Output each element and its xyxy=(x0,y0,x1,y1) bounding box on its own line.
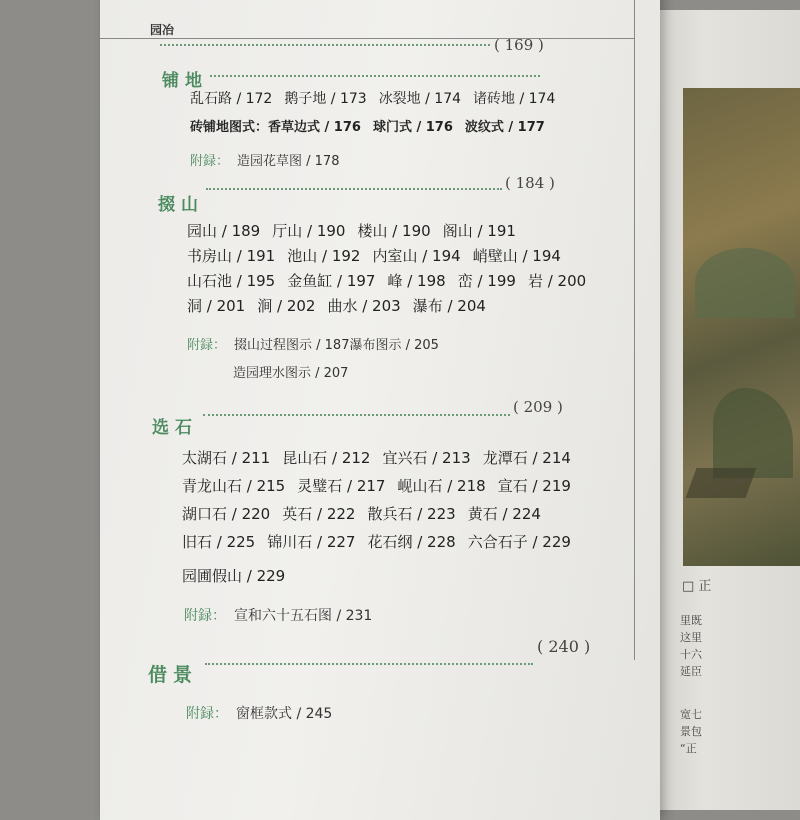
toc-entry: 太湖石 / 211 xyxy=(182,449,271,467)
toc-entry: 楼山 / 190 xyxy=(357,222,431,240)
toc-entry: 旧石 / 225 xyxy=(182,533,256,551)
toc-entry: 鹅子地 / 173 xyxy=(284,91,367,107)
toc-entry: 涧 / 202 xyxy=(257,297,316,315)
toc-entry: 英石 / 222 xyxy=(282,505,356,523)
toc-line xyxy=(190,88,567,108)
appendix-line xyxy=(190,150,339,169)
toc-entry: 瀑布 / 204 xyxy=(412,297,486,315)
margin-rule xyxy=(634,0,635,660)
figure-caption: □ 正 xyxy=(682,579,712,594)
toc-entry: 曲水 / 203 xyxy=(327,297,401,315)
appendix-label: 附録： xyxy=(186,706,228,722)
leader-dots xyxy=(210,75,540,77)
section-page-number: ( 184 ) xyxy=(505,174,555,192)
toc-entry: 金鱼缸 / 197 xyxy=(287,272,376,290)
section-page-number: ( 240 ) xyxy=(537,637,591,656)
toc-entry: 黄石 / 224 xyxy=(467,505,541,523)
toc-entry: 池山 / 192 xyxy=(287,247,361,265)
toc-entry: 昆山石 / 212 xyxy=(282,449,371,467)
toc-entry: 青龙山石 / 215 xyxy=(182,477,286,495)
running-header: 园冶 xyxy=(150,23,175,37)
toc-entry: 山石池 / 195 xyxy=(187,272,276,290)
toc-entry: 厅山 / 190 xyxy=(272,222,346,240)
toc-line xyxy=(182,475,583,496)
toc-entry: 砖铺地图式：香草边式 / 176 xyxy=(190,120,361,135)
leader-dots xyxy=(160,44,490,46)
right-text-line: 十六 xyxy=(680,648,702,661)
toc-entry: 造园理水图示 / 207 xyxy=(233,366,349,381)
toc-line xyxy=(187,220,528,241)
header-rule xyxy=(100,38,635,39)
toc-line xyxy=(182,565,297,586)
appendix-line xyxy=(186,703,332,723)
toc-line xyxy=(182,447,583,468)
toc-line xyxy=(187,245,573,266)
toc-line xyxy=(182,531,583,552)
toc-entry: 园山 / 189 xyxy=(187,222,261,240)
toc-entry: 花石纲 / 228 xyxy=(367,533,456,551)
right-text-line: 延臣 xyxy=(680,665,702,678)
toc-entry: 岘山石 / 218 xyxy=(397,477,486,495)
appendix-line xyxy=(184,605,372,625)
toc-entry: 六合石子 / 229 xyxy=(467,533,571,551)
right-text-line: 景包 xyxy=(680,725,702,738)
toc-entry: 乱石路 / 172 xyxy=(190,91,273,107)
right-text-line: 这里 xyxy=(680,631,702,644)
toc-entry: 锦川石 / 227 xyxy=(267,533,356,551)
toc-entry: 峦 / 199 xyxy=(457,272,516,290)
right-text-line: “正 xyxy=(680,742,697,755)
toc-entry: 内室山 / 194 xyxy=(372,247,461,265)
section-title: 铺地 xyxy=(162,71,208,91)
toc-entry: 宣石 / 219 xyxy=(497,477,571,495)
toc-entry: 龙潭石 / 214 xyxy=(482,449,571,467)
toc-line xyxy=(182,503,553,524)
section-page-number: ( 169 ) xyxy=(494,36,544,54)
toc-entry: 洞 / 201 xyxy=(187,297,246,315)
section-title: 借景 xyxy=(148,664,199,686)
toc-entry: 掇山过程图示 / 187 xyxy=(234,338,350,353)
section-page-number: ( 209 ) xyxy=(513,398,563,416)
toc-entry: 波纹式 / 177 xyxy=(464,120,545,135)
section-title: 掇山 xyxy=(158,195,204,215)
toc-entry: 造园花草图 / 178 xyxy=(237,154,340,169)
appendix-label: 附録： xyxy=(187,338,227,353)
painting-illustration xyxy=(683,88,800,566)
toc-entry: 冰裂地 / 174 xyxy=(378,91,462,107)
section-title: 选石 xyxy=(152,418,198,438)
leader-dots xyxy=(205,663,533,665)
toc-entry: 散兵石 / 223 xyxy=(367,505,456,523)
toc-entry: 湖口石 / 220 xyxy=(182,505,271,523)
toc-entry: 灵璧石 / 217 xyxy=(297,477,386,495)
toc-entry: 球门式 / 176 xyxy=(372,120,453,135)
toc-entry: 宣和六十五石图 / 231 xyxy=(234,608,373,624)
toc-entry: 峭壁山 / 194 xyxy=(472,247,561,265)
toc-line xyxy=(190,116,557,135)
appendix-line xyxy=(187,334,439,353)
toc-line xyxy=(187,295,498,316)
leader-dots xyxy=(203,414,510,416)
toc-entry: 岩 / 200 xyxy=(527,272,587,290)
toc-line xyxy=(187,270,598,291)
appendix-label: 附録： xyxy=(190,154,230,169)
toc-entry: 园圃假山 / 229 xyxy=(182,567,286,585)
toc-entry: 诸砖地 / 174 xyxy=(473,91,556,107)
appendix-line xyxy=(233,362,348,381)
right-text-line: 里既 xyxy=(680,614,702,627)
toc-entry: 阁山 / 191 xyxy=(442,222,516,240)
toc-entry: 书房山 / 191 xyxy=(187,247,276,265)
toc-entry: 峰 / 198 xyxy=(387,272,446,290)
toc-entry: 宜兴石 / 213 xyxy=(382,449,471,467)
right-text-line: 宽七 xyxy=(680,708,702,721)
toc-entry: 瀑布图示 / 205 xyxy=(349,338,439,353)
appendix-label: 附録： xyxy=(184,608,226,624)
leader-dots xyxy=(206,188,502,190)
toc-entry: 窗框款式 / 245 xyxy=(236,706,333,722)
